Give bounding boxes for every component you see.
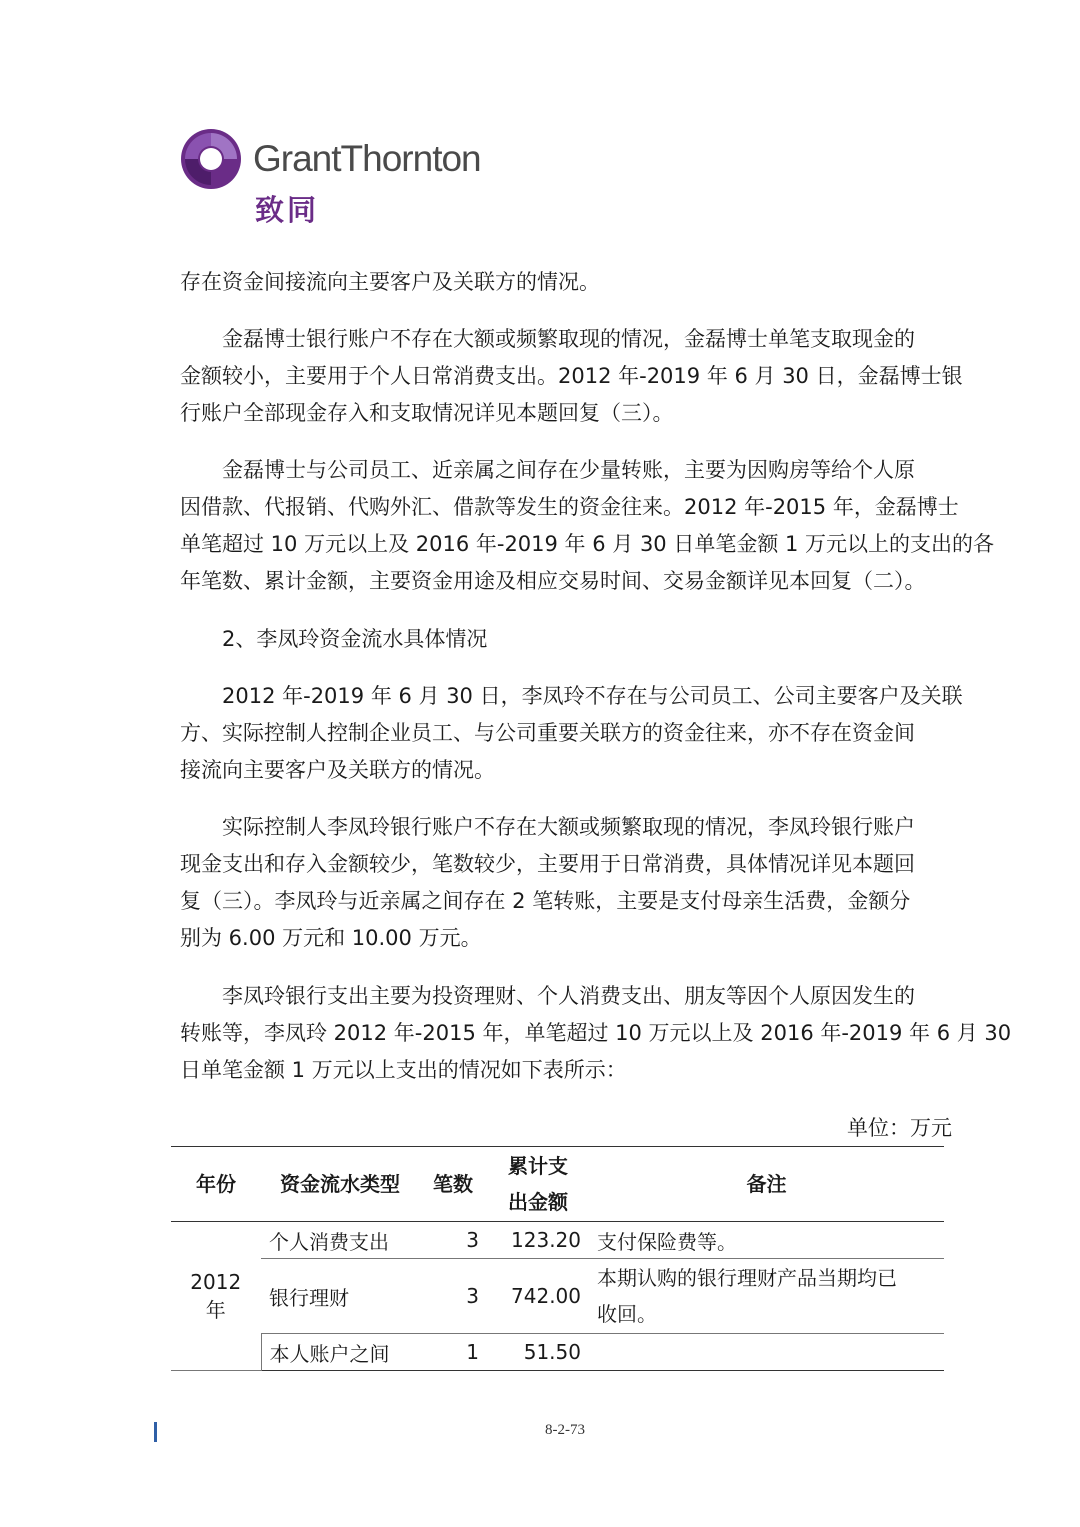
header-amount-line1: 累计支 [508,1154,568,1178]
paragraph-line: 复（三）。李凤玲与近亲属之间存在 2 笔转账，主要是支付母亲生活费，金额分 [180,889,911,913]
paragraph-1 [180,264,952,301]
cell-note-line2: 收回。 [597,1302,657,1326]
paragraph-line: 存在资金间接流向主要客户及关联方的情况。 [180,270,600,294]
paragraph-line: 李凤玲银行支出主要为投资理财、个人消费支出、朋友等因个人原因发生的 [222,984,915,1008]
header-amount [487,1147,589,1222]
table-row [171,1259,944,1334]
paragraph-line: 现金支出和存入金额较少，笔数较少，主要用于日常消费，具体情况详见本题回 [180,852,915,876]
paragraph-line: 单笔超过 10 万元以上及 2016 年-2019 年 6 月 30 日单笔金额 1 万元以上的支出的各 [180,532,995,556]
header-year: 年份 [171,1147,261,1222]
paragraph-line: 因借款、代报销、代购外汇、借款等发生的资金往来。2012 年-2015 年，金磊博士 [180,495,959,519]
logo-chinese-text: 致同 [255,193,320,227]
header-type: 资金流水类型 [261,1147,419,1222]
cell-amount: 123.20 [487,1222,589,1259]
header-count: 笔数 [419,1147,487,1222]
page-number: 8-2-73 [545,1422,585,1438]
cell-count: 3 [419,1222,487,1259]
table-header-row [171,1147,944,1222]
paragraph-line: 金磊博士与公司员工、近亲属之间存在少量转账，主要为因购房等给个人原 [222,458,915,482]
paragraph-line: 金磊博士银行账户不存在大额或频繁取现的情况，金磊博士单笔支取现金的 [222,327,915,351]
header-note: 备注 [589,1147,944,1222]
cell-note [589,1334,944,1371]
logo-swirl-icon [180,128,242,190]
paragraph-line: 实际控制人李凤玲银行账户不存在大额或频繁取现的情况，李凤玲银行账户 [222,815,915,839]
section-heading [180,621,952,658]
header-amount-line2: 出金额 [508,1190,568,1214]
paragraph-line: 2012 年-2019 年 6 月 30 日，李凤玲不存在与公司员工、公司主要客户及关联 [222,684,963,708]
table-row [171,1334,944,1371]
cell-count: 1 [419,1334,487,1371]
paragraph-line: 转账等，李凤玲 2012 年-2015 年，单笔超过 10 万元以上及 2016 年-2019 年 6 月 30 [180,1021,1012,1045]
cell-year: 2012 年 [171,1222,261,1371]
paragraph-3 [180,452,995,600]
paragraph-line: 方、实际控制人控制企业员工、与公司重要关联方的资金往来，亦不存在资金间 [180,721,915,745]
cell-note-line1: 本期认购的银行理财产品当期均已 [597,1266,897,1290]
paragraph-line: 行账户全部现金存入和支取情况详见本题回复（三）。 [180,401,674,425]
paragraph-line: 金额较小，主要用于个人日常消费支出。2012 年-2019 年 6 月 30 日，金磊博士银 [180,364,963,388]
paragraph-4 [180,678,963,789]
cell-amount: 742.00 [487,1259,589,1334]
paragraph-line: 2、李凤玲资金流水具体情况 [222,627,488,651]
cell-amount: 51.50 [487,1334,589,1371]
paragraph-2 [180,321,963,432]
paragraph-line: 年笔数、累计金额，主要资金用途及相应交易时间、交易金额详见本回复（二）。 [180,569,926,593]
paragraph-6 [180,978,1012,1089]
fund-flow-table [171,1146,944,1371]
cell-type: 个人消费支出 [261,1222,419,1259]
paragraph-5 [180,809,952,957]
cell-type: 本人账户之间 [261,1334,419,1371]
cell-type: 银行理财 [261,1259,419,1334]
cell-count: 3 [419,1259,487,1334]
logo-brand-text: GrantThornton [253,138,481,179]
company-logo [180,128,500,227]
paragraph-line: 别为 6.00 万元和 10.00 万元。 [180,926,482,950]
paragraph-line: 接流向主要客户及关联方的情况。 [180,758,495,782]
paragraph-line: 日单笔金额 1 万元以上支出的情况如下表所示： [180,1058,627,1082]
table-row [171,1222,944,1259]
cell-note: 支付保险费等。 [589,1222,944,1259]
unit-label: 单位：万元 [847,1116,952,1140]
cell-note [589,1259,944,1334]
